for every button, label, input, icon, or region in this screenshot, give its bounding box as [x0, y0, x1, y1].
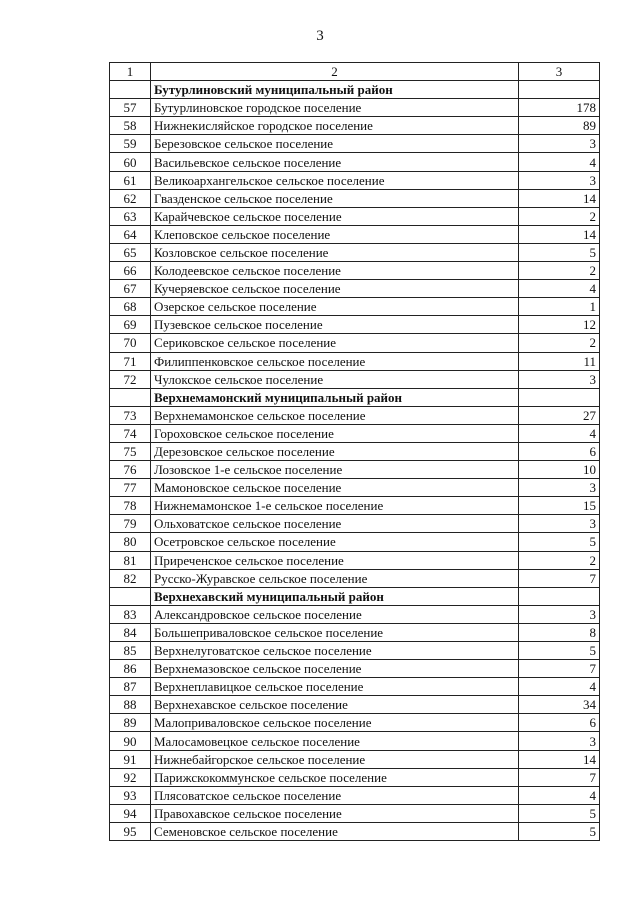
settlement-value: 7: [519, 569, 600, 587]
settlement-value: 4: [519, 280, 600, 298]
settlement-name: Ольховатское сельское поселение: [151, 515, 519, 533]
settlement-value: 4: [519, 678, 600, 696]
table-row: [110, 334, 600, 352]
table-row: [110, 732, 600, 750]
settlement-name: Бутурлиновское городское поселение: [151, 99, 519, 117]
table-row: [110, 623, 600, 641]
settlement-value: 27: [519, 406, 600, 424]
settlement-value: 178: [519, 99, 600, 117]
settlement-name: Кучеряевское сельское поселение: [151, 280, 519, 298]
settlement-name: Нижнекисляйское городское поселение: [151, 117, 519, 135]
district-name: Бутурлиновский муниципальный район: [151, 81, 519, 99]
settlement-value: 3: [519, 479, 600, 497]
table-row: [110, 714, 600, 732]
table-row: [110, 696, 600, 714]
row-number: 85: [110, 642, 151, 660]
row-number: 74: [110, 424, 151, 442]
table-row: [110, 678, 600, 696]
row-number: 62: [110, 189, 151, 207]
settlement-name: Малоприваловское сельское поселение: [151, 714, 519, 732]
settlement-value: 2: [519, 207, 600, 225]
district-empty-cell: [110, 388, 151, 406]
settlement-name: Нижнебайгорское сельское поселение: [151, 750, 519, 768]
table-body: [110, 63, 600, 841]
settlement-name: Козловское сельское поселение: [151, 243, 519, 261]
settlement-name: Колодеевское сельское поселение: [151, 262, 519, 280]
district-empty-value: [519, 587, 600, 605]
settlement-name: Осетровское сельское поселение: [151, 533, 519, 551]
settlement-name: Великоархангельское сельское поселение: [151, 171, 519, 189]
row-number: 73: [110, 406, 151, 424]
settlement-value: 7: [519, 768, 600, 786]
table-row: [110, 768, 600, 786]
settlement-value: 2: [519, 551, 600, 569]
row-number: 70: [110, 334, 151, 352]
settlement-name: Плясоватское сельское поселение: [151, 786, 519, 804]
settlement-value: 11: [519, 352, 600, 370]
settlement-value: 4: [519, 153, 600, 171]
settlement-value: 7: [519, 660, 600, 678]
settlement-value: 14: [519, 225, 600, 243]
header-cell-name: 2: [151, 63, 519, 81]
row-number: 77: [110, 479, 151, 497]
table-row: [110, 533, 600, 551]
settlement-name: Правохавское сельское поселение: [151, 804, 519, 822]
settlement-name: Озерское сельское поселение: [151, 298, 519, 316]
row-number: 76: [110, 461, 151, 479]
row-number: 87: [110, 678, 151, 696]
settlement-name: Верхнелуговатское сельское поселение: [151, 642, 519, 660]
row-number: 81: [110, 551, 151, 569]
settlement-name: Парижскокоммунское сельское поселение: [151, 768, 519, 786]
row-number: 75: [110, 442, 151, 460]
table-row: [110, 497, 600, 515]
table-row: [110, 99, 600, 117]
settlement-name: Александровское сельское поселение: [151, 605, 519, 623]
settlement-name: Чулокское сельское поселение: [151, 370, 519, 388]
settlement-name: Большеприваловское сельское поселение: [151, 623, 519, 641]
district-empty-value: [519, 81, 600, 99]
row-number: 59: [110, 135, 151, 153]
district-empty-cell: [110, 587, 151, 605]
settlement-value: 8: [519, 623, 600, 641]
row-number: 65: [110, 243, 151, 261]
table-row: [110, 424, 600, 442]
district-empty-value: [519, 388, 600, 406]
settlements-table: [109, 62, 600, 841]
row-number: 57: [110, 99, 151, 117]
settlement-value: 3: [519, 370, 600, 388]
header-cell-value: 3: [519, 63, 600, 81]
settlement-value: 14: [519, 750, 600, 768]
row-number: 86: [110, 660, 151, 678]
row-number: 82: [110, 569, 151, 587]
header-cell-number: 1: [110, 63, 151, 81]
row-number: 80: [110, 533, 151, 551]
table-row: [110, 642, 600, 660]
district-name: Верхнемамонский муниципальный район: [151, 388, 519, 406]
settlement-value: 3: [519, 515, 600, 533]
row-number: 71: [110, 352, 151, 370]
table-row: [110, 135, 600, 153]
district-row: [110, 587, 600, 605]
table-row: [110, 316, 600, 334]
table-row: [110, 262, 600, 280]
table-row: [110, 243, 600, 261]
table-row: [110, 786, 600, 804]
table-row: [110, 515, 600, 533]
settlement-value: 5: [519, 533, 600, 551]
settlement-name: Березовское сельское поселение: [151, 135, 519, 153]
settlement-name: Верхнехавское сельское поселение: [151, 696, 519, 714]
settlement-value: 3: [519, 732, 600, 750]
settlement-name: Лозовское 1-е сельское поселение: [151, 461, 519, 479]
row-number: 92: [110, 768, 151, 786]
settlement-value: 15: [519, 497, 600, 515]
settlement-name: Гвазденское сельское поселение: [151, 189, 519, 207]
table-row: [110, 352, 600, 370]
table-row: [110, 406, 600, 424]
row-number: 84: [110, 623, 151, 641]
settlement-name: Гороховское сельское поселение: [151, 424, 519, 442]
settlement-value: 34: [519, 696, 600, 714]
table-row: [110, 461, 600, 479]
table-row: [110, 298, 600, 316]
table-row: [110, 442, 600, 460]
row-number: 67: [110, 280, 151, 298]
table-row: [110, 569, 600, 587]
table-row: [110, 153, 600, 171]
table-row: [110, 750, 600, 768]
table-row: [110, 171, 600, 189]
table-row: [110, 207, 600, 225]
table-row: [110, 551, 600, 569]
row-number: 60: [110, 153, 151, 171]
row-number: 64: [110, 225, 151, 243]
table-row: [110, 225, 600, 243]
settlement-value: 3: [519, 605, 600, 623]
table-row: [110, 189, 600, 207]
settlement-name: Сериковское сельское поселение: [151, 334, 519, 352]
row-number: 94: [110, 804, 151, 822]
settlement-value: 5: [519, 243, 600, 261]
settlement-value: 10: [519, 461, 600, 479]
table-row: [110, 479, 600, 497]
row-number: 66: [110, 262, 151, 280]
settlement-value: 3: [519, 135, 600, 153]
table-row: [110, 660, 600, 678]
settlement-name: Карайчевское сельское поселение: [151, 207, 519, 225]
table-row: [110, 822, 600, 840]
settlement-value: 3: [519, 171, 600, 189]
settlement-name: Мамоновское сельское поселение: [151, 479, 519, 497]
row-number: 89: [110, 714, 151, 732]
row-number: 91: [110, 750, 151, 768]
settlement-name: Приреченское сельское поселение: [151, 551, 519, 569]
settlement-value: 6: [519, 714, 600, 732]
row-number: 79: [110, 515, 151, 533]
table-row: [110, 117, 600, 135]
row-number: 83: [110, 605, 151, 623]
settlement-value: 12: [519, 316, 600, 334]
row-number: 61: [110, 171, 151, 189]
settlement-value: 2: [519, 262, 600, 280]
settlement-value: 6: [519, 442, 600, 460]
table-row: [110, 804, 600, 822]
row-number: 88: [110, 696, 151, 714]
settlement-value: 4: [519, 786, 600, 804]
row-number: 95: [110, 822, 151, 840]
settlement-name: Верхнемазовское сельское поселение: [151, 660, 519, 678]
header-row: [110, 63, 600, 81]
table-row: [110, 370, 600, 388]
district-row: [110, 388, 600, 406]
row-number: 93: [110, 786, 151, 804]
settlement-name: Малосамовецкое сельское поселение: [151, 732, 519, 750]
settlement-value: 5: [519, 642, 600, 660]
settlement-name: Русско-Журавское сельское поселение: [151, 569, 519, 587]
settlement-name: Филиппенковское сельское поселение: [151, 352, 519, 370]
settlement-name: Дерезовское сельское поселение: [151, 442, 519, 460]
settlement-name: Верхнемамонское сельское поселение: [151, 406, 519, 424]
row-number: 58: [110, 117, 151, 135]
row-number: 68: [110, 298, 151, 316]
page-number: 3: [316, 28, 324, 44]
settlement-value: 5: [519, 804, 600, 822]
table-row: [110, 605, 600, 623]
settlement-name: Нижнемамонское 1-е сельское поселение: [151, 497, 519, 515]
settlement-value: 2: [519, 334, 600, 352]
row-number: 63: [110, 207, 151, 225]
row-number: 78: [110, 497, 151, 515]
district-row: [110, 81, 600, 99]
settlement-value: 14: [519, 189, 600, 207]
row-number: 90: [110, 732, 151, 750]
settlement-name: Семеновское сельское поселение: [151, 822, 519, 840]
settlement-name: Пузевское сельское поселение: [151, 316, 519, 334]
district-name: Верхнехавский муниципальный район: [151, 587, 519, 605]
settlement-value: 89: [519, 117, 600, 135]
settlement-value: 5: [519, 822, 600, 840]
settlement-value: 4: [519, 424, 600, 442]
settlement-name: Верхнеплавицкое сельское поселение: [151, 678, 519, 696]
settlement-value: 1: [519, 298, 600, 316]
table-row: [110, 280, 600, 298]
settlement-name: Васильевское сельское поселение: [151, 153, 519, 171]
settlement-name: Клеповское сельское поселение: [151, 225, 519, 243]
district-empty-cell: [110, 81, 151, 99]
row-number: 72: [110, 370, 151, 388]
row-number: 69: [110, 316, 151, 334]
